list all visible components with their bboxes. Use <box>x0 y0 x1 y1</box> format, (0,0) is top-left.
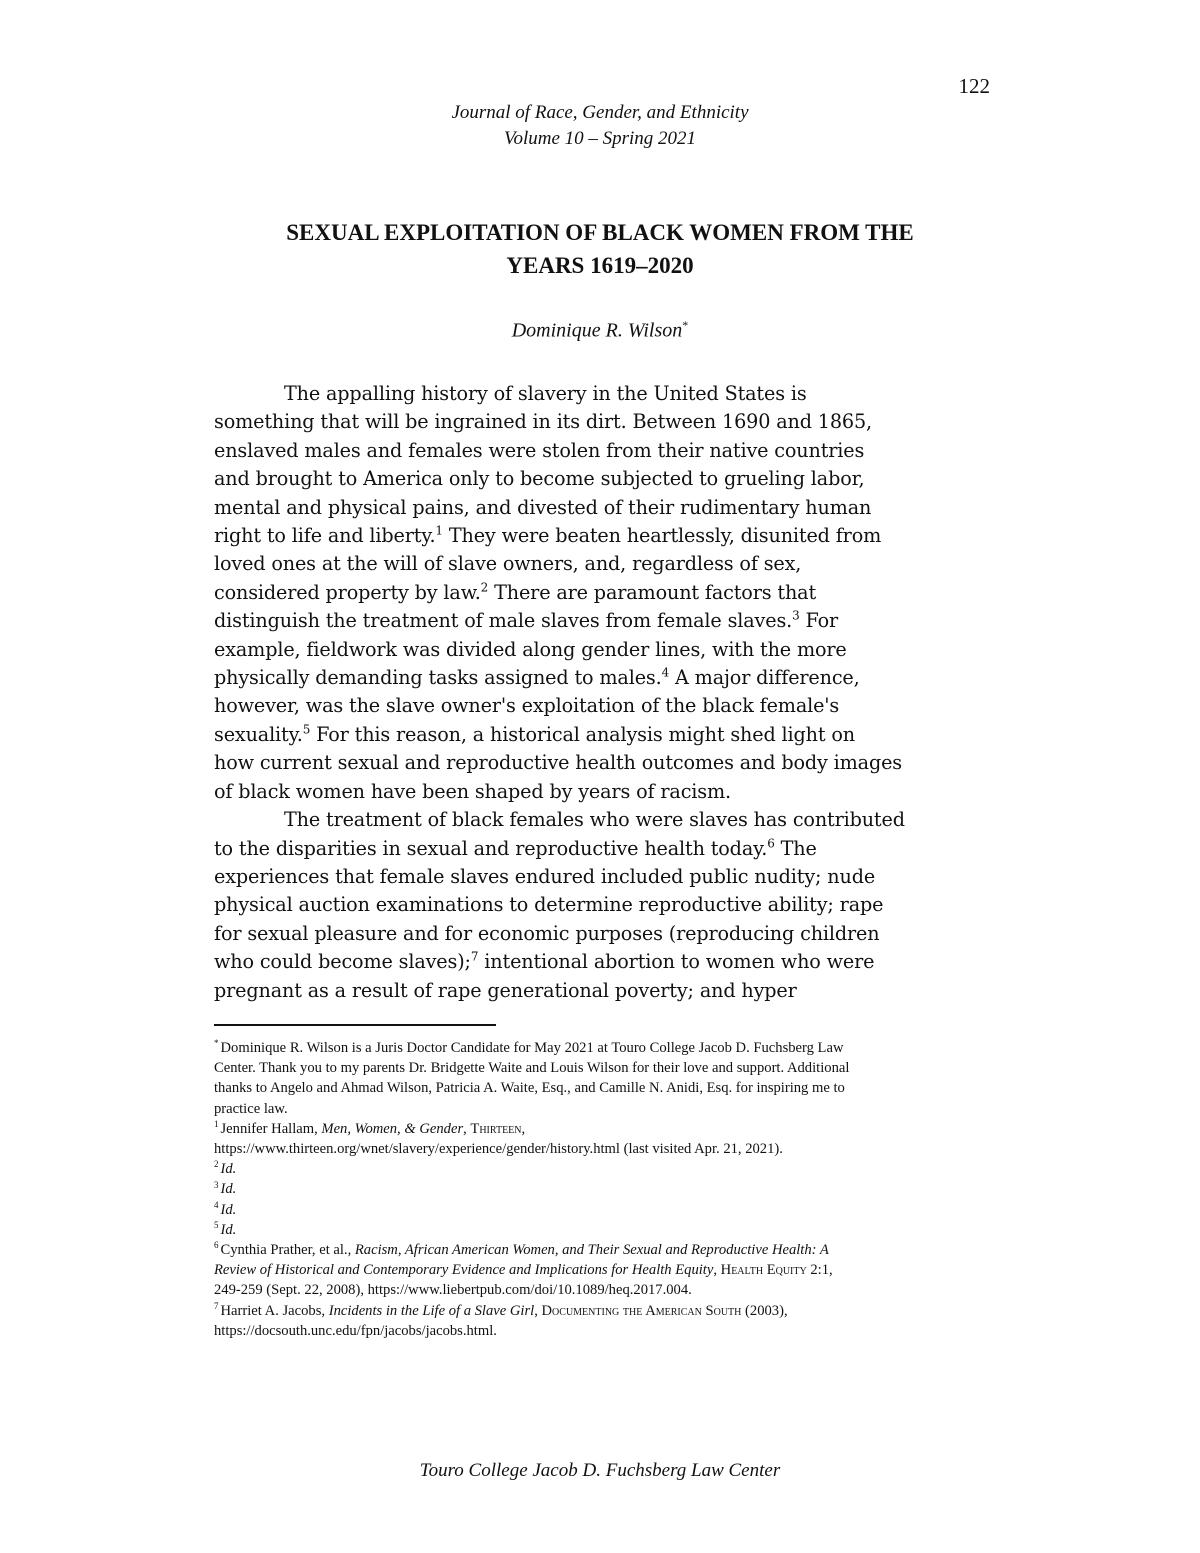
fn-source: Health Equity <box>720 1262 807 1279</box>
body-segment: distinguish the treatment of male slaves from female slaves. <box>214 609 793 633</box>
journal-volume: Volume 10 – Spring 2021 <box>503 128 697 149</box>
body-segment: intentional abortion to women who were <box>478 950 875 974</box>
body-segment: considered property by law. <box>214 580 481 604</box>
fn-title: Incidents in the Life of a Slave Girl <box>328 1302 535 1319</box>
body-segment: who could become slaves); <box>214 950 471 974</box>
footnote-6 <box>214 1240 994 1260</box>
footnote-ref-6: 6 <box>767 836 775 851</box>
fn-text: Id. <box>220 1181 237 1198</box>
body-segment: For this reason, a historical analysis might shed light on <box>310 722 855 746</box>
footnote-ref-5: 5 <box>302 722 311 737</box>
footnote-ref-2: 2 <box>480 580 489 595</box>
page-footer: Touro College Jacob D. Fuchsberg Law Center <box>419 1460 781 1481</box>
body-segment: to the disparities in sexual and reproductive health today. <box>214 836 768 860</box>
footnote-mark: * <box>214 1038 219 1049</box>
journal-header <box>0 100 1200 152</box>
fn-source: Thirteen <box>470 1120 522 1137</box>
body-line: loved ones at the will of slave owners, and, regardless of sex, <box>214 552 802 576</box>
footnote-1 <box>214 1119 994 1139</box>
body-line: however, was the slave owner's exploitation of the black female's <box>214 694 840 718</box>
footnote-7 <box>214 1301 994 1321</box>
body-line: of black women have been shaped by years of racism. <box>214 779 731 803</box>
body-line: The appalling history of slavery in the United States is <box>284 382 807 405</box>
footnote-3 <box>214 1179 994 1199</box>
fn-text: Id. <box>220 1201 237 1218</box>
footnote-ref-3: 3 <box>792 608 800 623</box>
body-segment: A major difference, <box>669 666 860 690</box>
footnote-text: practice law. <box>214 1100 288 1117</box>
body-line: experiences that female slaves endured included public nudity; nude <box>214 864 876 888</box>
body-line: for sexual pleasure and for economic purposes (reproducing children <box>214 921 880 945</box>
footnote-7-url: https://docsouth.unc.edu/fpn/jacobs/jacobs.html. <box>214 1322 497 1339</box>
footnote-text: Center. Thank you to my parents Dr. Bridgette Waite and Louis Wilson for their love and support. Additional <box>214 1060 850 1077</box>
fn-end: , <box>521 1120 526 1137</box>
body-line: and brought to America only to become subjected to grueling labor, <box>214 467 865 491</box>
author-byline <box>0 318 1200 343</box>
body-line <box>214 607 990 635</box>
title-line-2: YEARS 1619–2020 <box>506 253 694 278</box>
fn-title: Men, Women, & Gender <box>321 1120 464 1137</box>
footnote-6-line-2 <box>214 1260 994 1280</box>
footnote-mark: 1 <box>214 1118 219 1129</box>
fn-title: Racism, African American Women, and Their Sexual and Reproductive Health: A <box>354 1242 829 1259</box>
body-segment: There are paramount factors that <box>488 580 816 604</box>
fn-end: 2:1, <box>806 1262 833 1279</box>
footnote-ref-1: 1 <box>435 523 443 538</box>
body-line: enslaved males and females were stolen from their native countries <box>214 438 865 462</box>
body-segment: The <box>774 836 817 860</box>
body-line: how current sexual and reproductive health outcomes and body images <box>214 751 903 775</box>
footnotes <box>214 1038 994 1341</box>
body-line: pregnant as a result of rape generational poverty; and hyper <box>214 978 797 1002</box>
footnote-mark: 2 <box>214 1159 219 1170</box>
footnote-text: Dominique R. Wilson is a Juris Doctor Candidate for May 2021 at Touro College Jacob D. Fuchsberg Law <box>220 1040 844 1056</box>
page-number: 122 <box>958 74 990 98</box>
body-line: physical auction examinations to determine reproductive ability; rape <box>214 893 884 917</box>
footnote-1-url: https://www.thirteen.org/wnet/slavery/experience/gender/history.html (last visited Apr. 21, 2021). <box>214 1141 783 1158</box>
author-footnote-mark: * <box>682 318 689 332</box>
body-line: mental and physical pains, and divested of their rudimentary human <box>214 495 872 519</box>
fn-author: Cynthia Prather, et al., <box>220 1242 355 1259</box>
fn-sep: , <box>534 1302 542 1319</box>
body-line: The treatment of black females who were slaves has contributed <box>284 808 905 832</box>
footnote-5 <box>214 1220 994 1240</box>
footnote-4 <box>214 1200 994 1220</box>
body-line <box>214 522 990 550</box>
footnote-mark: 6 <box>214 1240 219 1251</box>
body-segment: right to life and liberty. <box>214 524 436 548</box>
footnote-2 <box>214 1159 994 1179</box>
footnote-mark: 7 <box>214 1300 219 1311</box>
fn-sep: , <box>713 1262 721 1279</box>
fn-author: Jennifer Hallam, <box>220 1120 322 1137</box>
footnote-divider <box>214 1024 496 1026</box>
body-line <box>214 579 990 607</box>
fn-text: Id. <box>220 1221 237 1238</box>
body-segment: For <box>799 609 839 633</box>
body-line <box>214 664 990 692</box>
footnote-text: thanks to Angelo and Ahmad Wilson, Patricia A. Waite, Esq., and Camille N. Anidi, Esq. for inspiring me to <box>214 1080 845 1097</box>
fn-title: Review of Historical and Contemporary Evidence and Implications for Health Equity <box>214 1262 714 1279</box>
fn-author: Harriet A. Jacobs, <box>220 1302 329 1319</box>
body-segment: They were beaten heartlessly, disunited from <box>442 524 882 548</box>
body-line: example, fieldwork was divided along gender lines, with the more <box>214 637 847 661</box>
body-line: something that will be ingrained in its dirt. Between 1690 and 1865, <box>214 410 872 434</box>
footnote-mark: 5 <box>214 1219 219 1230</box>
footnote-mark: 3 <box>214 1179 219 1190</box>
body-line <box>214 721 990 749</box>
body-segment: sexuality. <box>214 722 303 746</box>
footnote-ref-4: 4 <box>661 665 670 680</box>
body-text <box>214 380 990 1005</box>
fn-text: Id. <box>220 1161 237 1178</box>
body-line <box>214 948 990 976</box>
footnote-author-note <box>214 1038 994 1058</box>
title-line-1: SEXUAL EXPLOITATION OF BLACK WOMEN FROM THE <box>286 220 914 245</box>
journal-name: Journal of Race, Gender, and Ethnicity <box>451 102 749 123</box>
footnote-ref-7: 7 <box>470 949 479 964</box>
footnote-6-line-3: 249-259 (Sept. 22, 2008), https://www.liebertpub.com/doi/10.1089/heq.2017.004. <box>214 1282 692 1299</box>
footnote-mark: 4 <box>214 1199 219 1210</box>
author-name: Dominique R. Wilson <box>511 319 683 342</box>
body-segment: physically demanding tasks assigned to males. <box>214 666 662 690</box>
fn-source: Documenting the American South <box>541 1302 742 1319</box>
fn-sep: , <box>463 1120 471 1137</box>
body-line <box>214 835 990 863</box>
fn-end: (2003), <box>741 1302 788 1319</box>
article-title <box>200 216 1000 282</box>
